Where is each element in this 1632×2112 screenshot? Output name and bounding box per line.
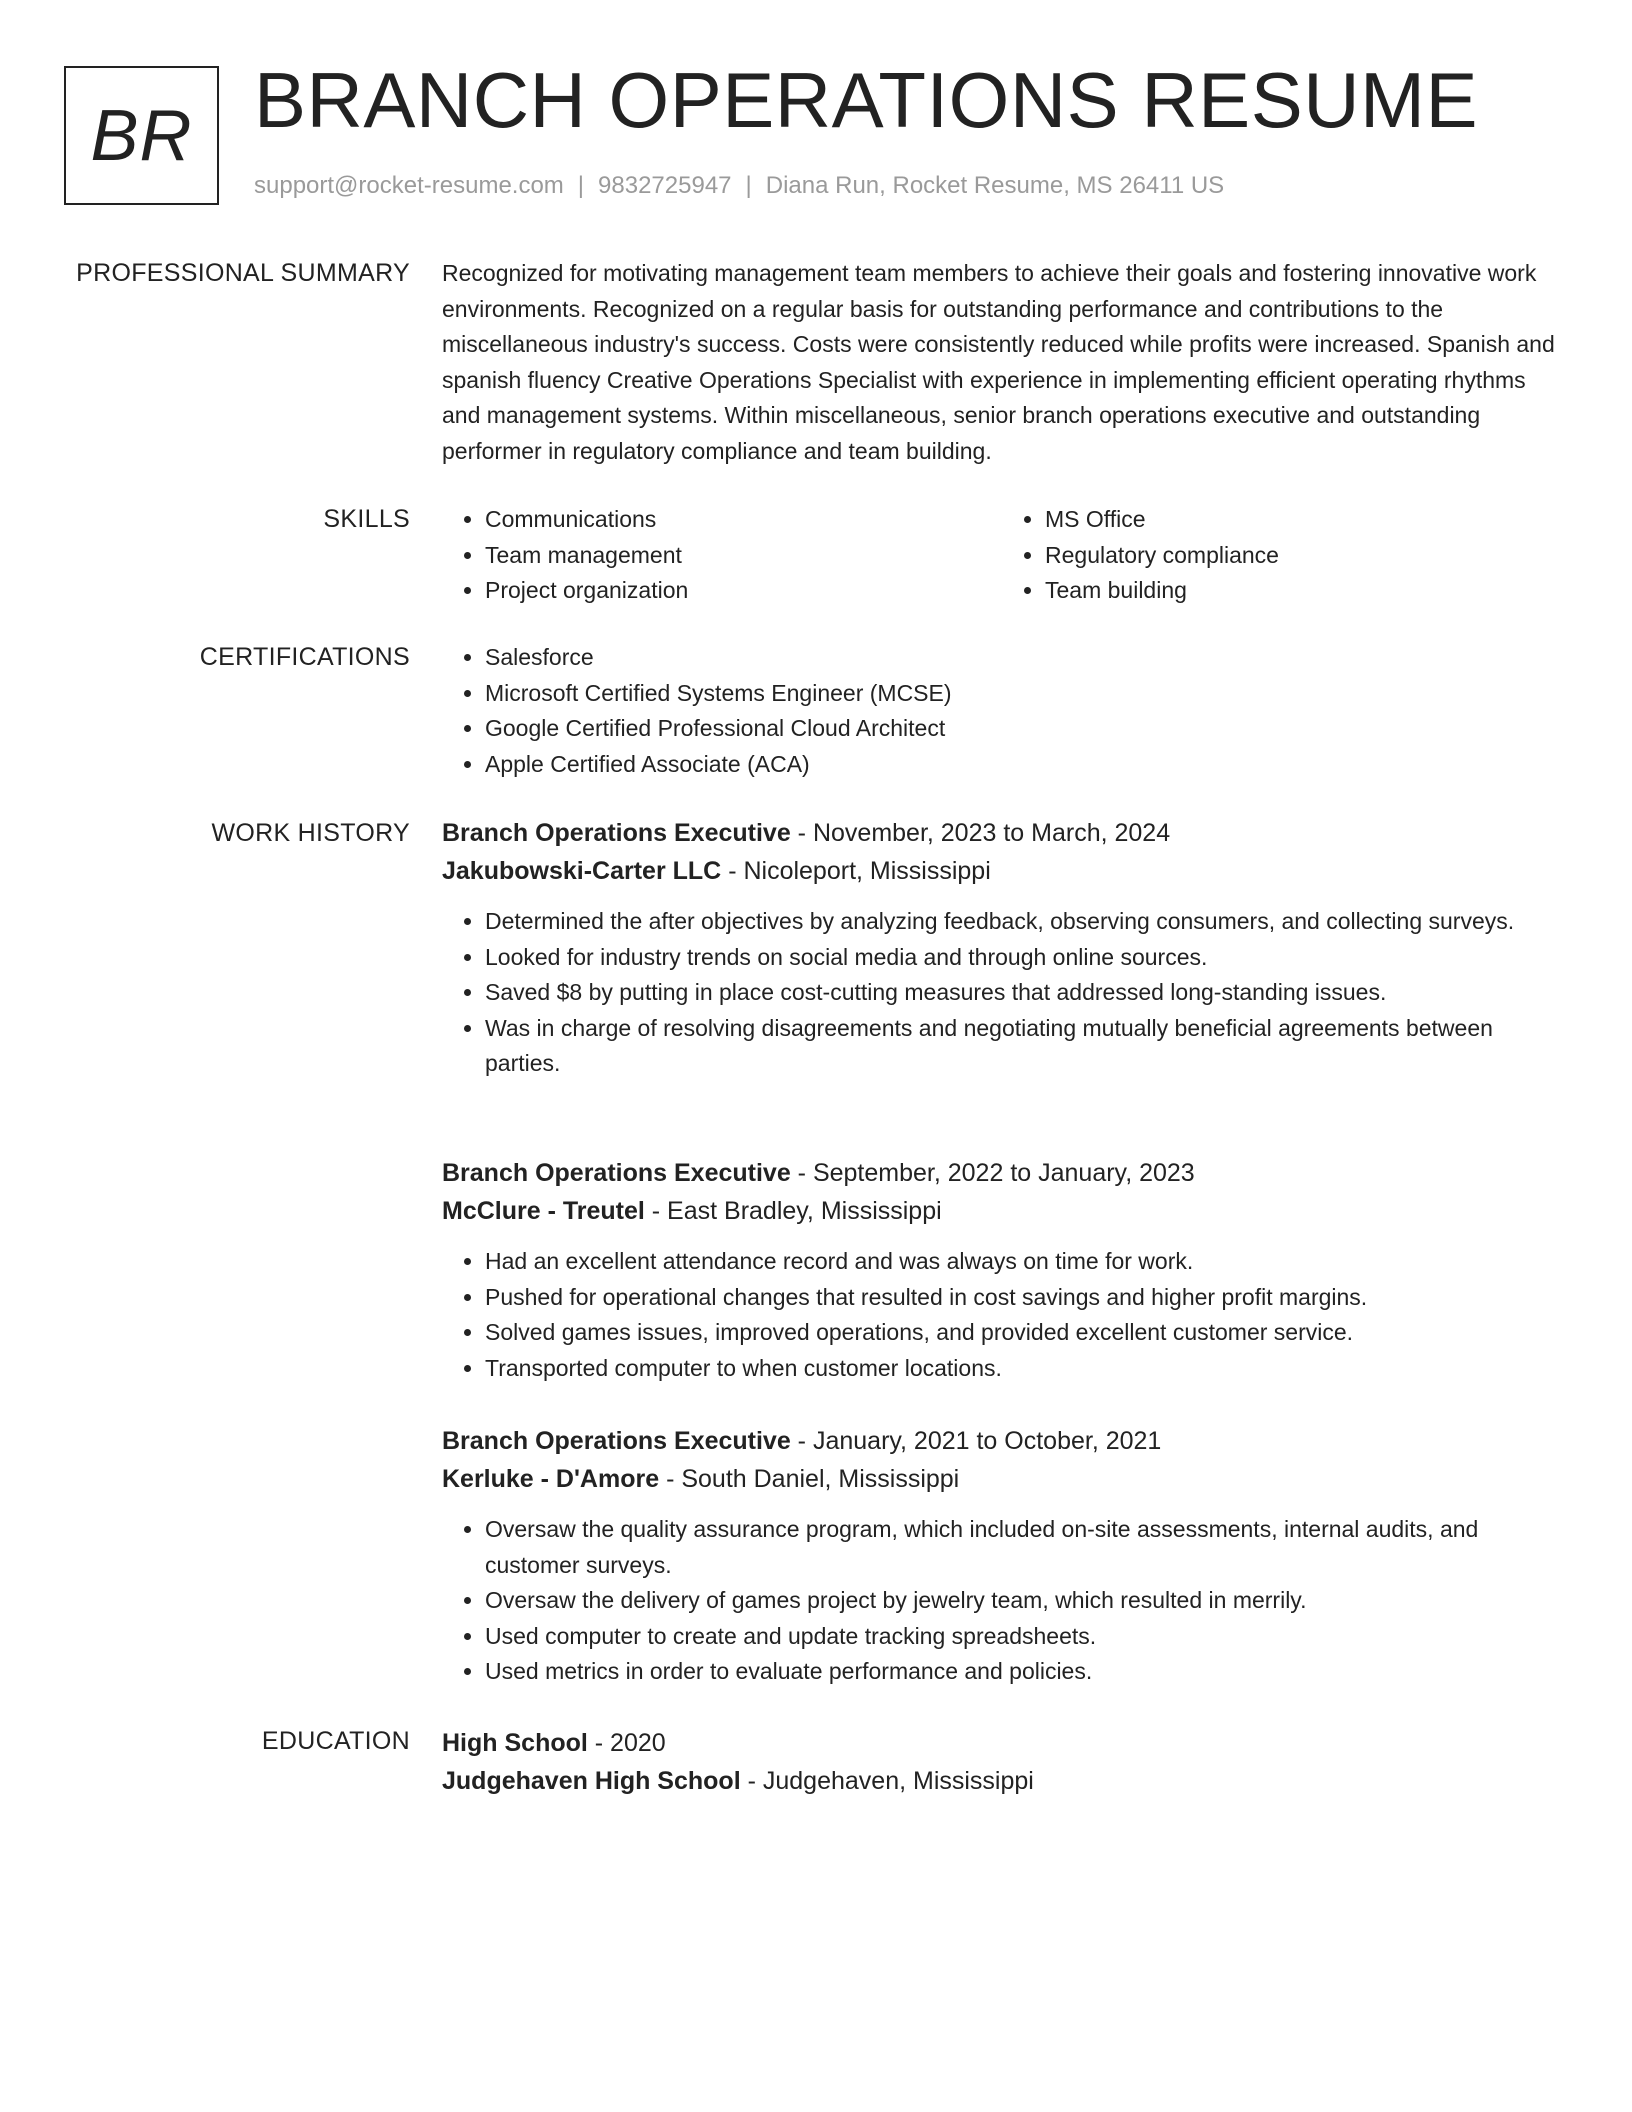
skill-item: • Team management [485,538,1002,574]
resume-title: BRANCH OPERATIONS RESUME [254,56,1479,144]
job-company-line [442,1460,1562,1498]
job-location: - East Bradley, Mississippi [644,1197,942,1225]
job-dates: - November, 2023 to March, 2024 [790,819,1171,847]
skills-grid [442,502,1562,609]
job-duty: • Oversaw the quality assurance program, which included on-site assessments, internal audits, and customer surveys. [485,1512,1562,1583]
skill-item: • Regulatory compliance [1045,538,1562,574]
job-duty: • Used computer to create and update tracking spreadsheets. [485,1619,1562,1655]
skill-item: • MS Office [1045,502,1562,538]
job-duty: • Transported computer to when customer locations. [485,1351,1562,1387]
job-company-line [442,852,1562,890]
job-title-line [442,1422,1562,1460]
summary-body [442,256,1562,469]
skill-item: • Communications [485,502,1002,538]
education-body [442,1724,1562,1800]
skill-item: • Project organization [485,573,1002,609]
job-company: McClure - Treutel [442,1197,645,1225]
job-dates: - January, 2021 to October, 2021 [790,1427,1162,1455]
contact-separator: | [745,172,752,199]
job-duty: • Used metrics in order to evaluate performance and policies. [485,1654,1562,1690]
job-title: Branch Operations Executive [442,1159,791,1187]
contact-address: Diana Run, Rocket Resume, MS 26411 US [765,172,1225,199]
job-duty: • Pushed for operational changes that resulted in cost savings and higher profit margins. [485,1280,1562,1316]
work-history-heading: WORK HISTORY [211,819,410,847]
contact-email[interactable]: support@rocket-resume.com [254,172,564,199]
education-year: - 2020 [587,1729,666,1757]
job-location: - Nicoleport, Mississippi [721,857,991,885]
summary-heading: PROFESSIONAL SUMMARY [76,259,410,287]
job-title: Branch Operations Executive [442,1427,791,1455]
job-duty: • Determined the after objectives by analyzing feedback, observing consumers, and collecting surveys. [485,904,1562,940]
job-duties-list [442,1512,1562,1690]
monogram-badge [64,66,219,205]
contact-separator: | [577,172,585,199]
job-duty: • Oversaw the delivery of games project by jewelry team, which resulted in merrily. [485,1583,1562,1619]
certification-item: • Microsoft Certified Systems Engineer (MCSE) [485,676,1562,712]
job-dates: - September, 2022 to January, 2023 [790,1159,1195,1187]
skills-list-right [1002,502,1562,609]
job-duties-list [442,904,1562,1082]
certifications-body [442,640,1562,782]
job-duty: • Had an excellent attendance record and was always on time for work. [485,1244,1562,1280]
job-duty: • Solved games issues, improved operations, and provided excellent customer service. [485,1315,1562,1351]
job-company: Jakubowski-Carter LLC [442,857,722,885]
job-title: Branch Operations Executive [442,819,791,847]
job-duties-list [442,1244,1562,1386]
education-school-line [442,1762,1562,1800]
job-company-line [442,1192,1562,1230]
job-title-line [442,1154,1562,1192]
certifications-heading: CERTIFICATIONS [199,643,410,671]
certification-item: • Google Certified Professional Cloud Architect [485,711,1562,747]
job-location: - South Daniel, Mississippi [659,1465,960,1493]
job-body [442,1422,1562,1690]
education-heading: EDUCATION [261,1727,410,1755]
contact-phone[interactable]: 9832725947 [598,172,732,199]
job-company: Kerluke - D'Amore [442,1465,660,1493]
job-body [442,814,1562,1082]
education-location: - Judgehaven, Mississippi [740,1767,1034,1795]
certifications-list [442,640,1562,782]
monogram-initials: BR [90,95,193,176]
certification-item: • Salesforce [485,640,1562,676]
job-duty: • Saved $8 by putting in place cost-cutting measures that addressed long-standing issues. [485,975,1562,1011]
education-degree: High School [442,1729,588,1757]
skill-item: • Team building [1045,573,1562,609]
education-degree-line [442,1724,1562,1762]
contact-line [254,172,1224,200]
job-title-line [442,814,1562,852]
job-duty: • Was in charge of resolving disagreements and negotiating mutually beneficial agreements between parties. [485,1011,1562,1082]
summary-text: Recognized for motivating management team members to achieve their goals and fostering innovative work environments. Recognized on a regular basis for outstanding performance and contributions to the miscellaneous industry's success. Costs were consistently reduced while profits were increased. Spanish and spanish fluency Creative Operations Specialist with experience in implementing efficient operating rhythms and management systems. Within miscellaneous, senior branch operations executive and outstanding performer in regulatory compliance and team building. [442,260,1555,464]
education-school: Judgehaven High School [442,1767,741,1795]
job-duty: • Looked for industry trends on social media and through online sources. [485,940,1562,976]
job-body [442,1154,1562,1386]
skills-heading: SKILLS [323,505,410,533]
skills-list-left [442,502,1002,609]
certification-item: • Apple Certified Associate (ACA) [485,747,1562,783]
